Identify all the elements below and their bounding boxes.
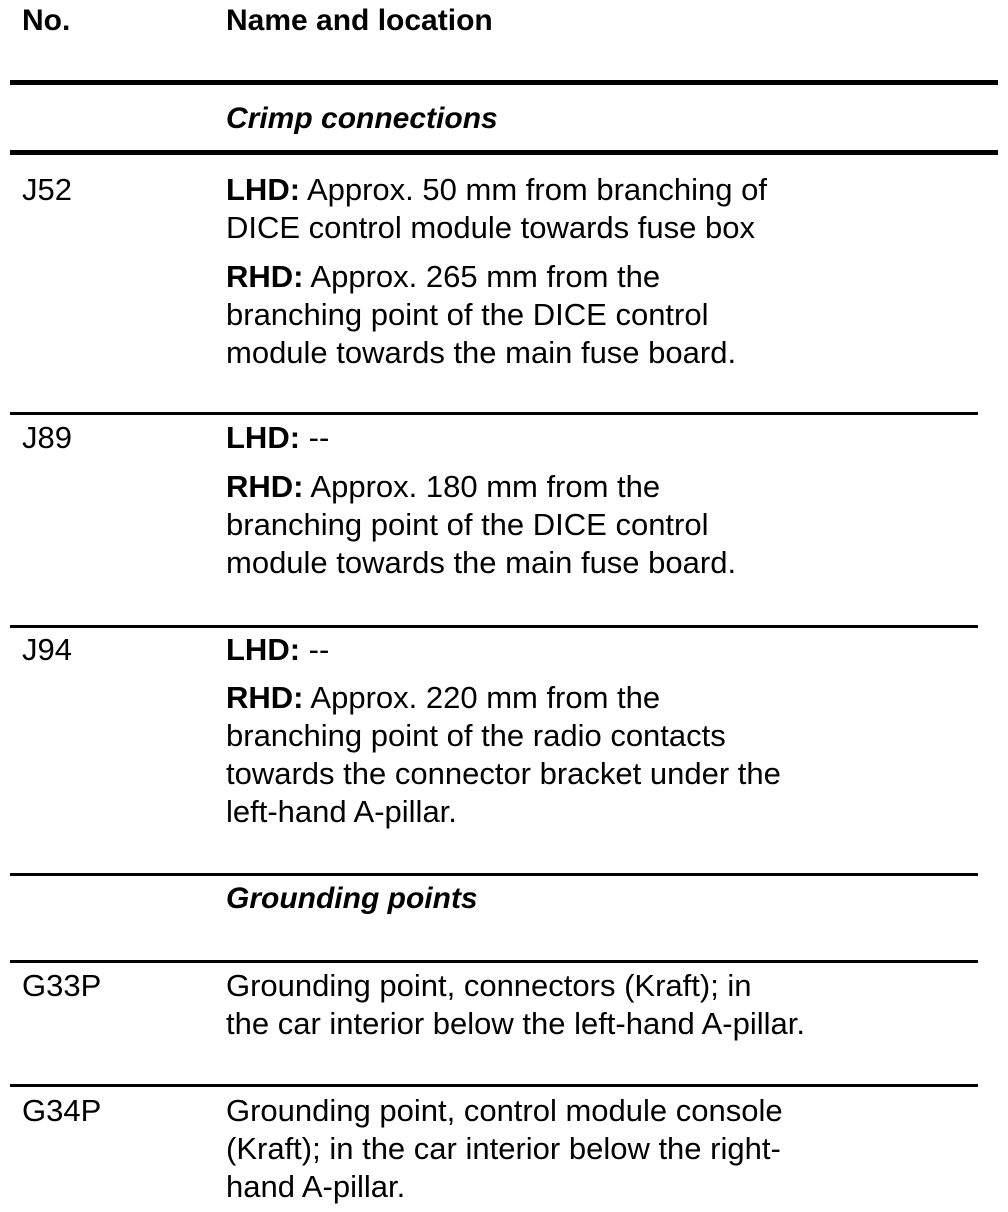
column-header-name-location: Name and location	[226, 4, 493, 37]
row-description: Grounding point, connectors (Kraft); in	[226, 968, 752, 1003]
entry-text: --	[308, 420, 330, 455]
section-rule	[10, 150, 998, 155]
column-header-no: No.	[22, 4, 71, 37]
row-description: the car interior below the left-hand A-pillar.	[226, 1006, 805, 1041]
row-description: Grounding point, control module console	[226, 1093, 783, 1128]
entry-text: Approx. 50 mm from branching of	[306, 172, 767, 207]
entry-text: branching point of the radio contacts	[226, 718, 726, 753]
entry-text: branching point of the DICE control	[226, 507, 709, 542]
entry-text: Approx. 220 mm from the	[310, 680, 661, 715]
entry-line	[226, 171, 767, 209]
entry-prefix: LHD:	[226, 420, 301, 455]
entry-text: DICE control module towards fuse box	[226, 210, 755, 245]
entry-prefix: RHD:	[226, 680, 304, 715]
row-number: J52	[22, 172, 72, 207]
row-rule	[10, 412, 978, 415]
entry-text: module towards the main fuse board.	[226, 545, 737, 580]
row-description: hand A-pillar.	[226, 1169, 406, 1204]
entry-prefix: RHD:	[226, 259, 304, 294]
entry-line	[226, 468, 660, 506]
row-rule	[10, 625, 978, 628]
row-number: J89	[22, 420, 72, 455]
entry-text: towards the connector bracket under the	[226, 756, 781, 791]
entry-line	[226, 419, 329, 457]
entry-prefix: LHD:	[226, 632, 301, 667]
entry-text: left-hand A-pillar.	[226, 794, 457, 829]
entry-line	[226, 258, 660, 296]
row-rule	[10, 1084, 978, 1087]
entry-prefix: RHD:	[226, 469, 304, 504]
section-title-crimp-connections: Crimp connections	[226, 102, 498, 135]
entry-prefix: LHD:	[226, 172, 301, 207]
section-title-grounding-points: Grounding points	[226, 882, 478, 915]
row-number: G34P	[22, 1093, 102, 1128]
entry-line	[226, 631, 329, 669]
entry-text: module towards the main fuse board.	[226, 335, 737, 370]
entry-text: branching point of the DICE control	[226, 297, 709, 332]
entry-text: Approx. 265 mm from the	[310, 259, 661, 294]
entry-text: --	[308, 632, 330, 667]
row-number: G33P	[22, 968, 102, 1003]
section-rule	[10, 873, 978, 876]
row-number: J94	[22, 632, 72, 667]
section-rule	[10, 960, 978, 963]
header-rule	[10, 80, 998, 85]
entry-text: Approx. 180 mm from the	[310, 469, 661, 504]
row-description: (Kraft); in the car interior below the right-	[226, 1131, 781, 1166]
entry-line	[226, 679, 660, 717]
